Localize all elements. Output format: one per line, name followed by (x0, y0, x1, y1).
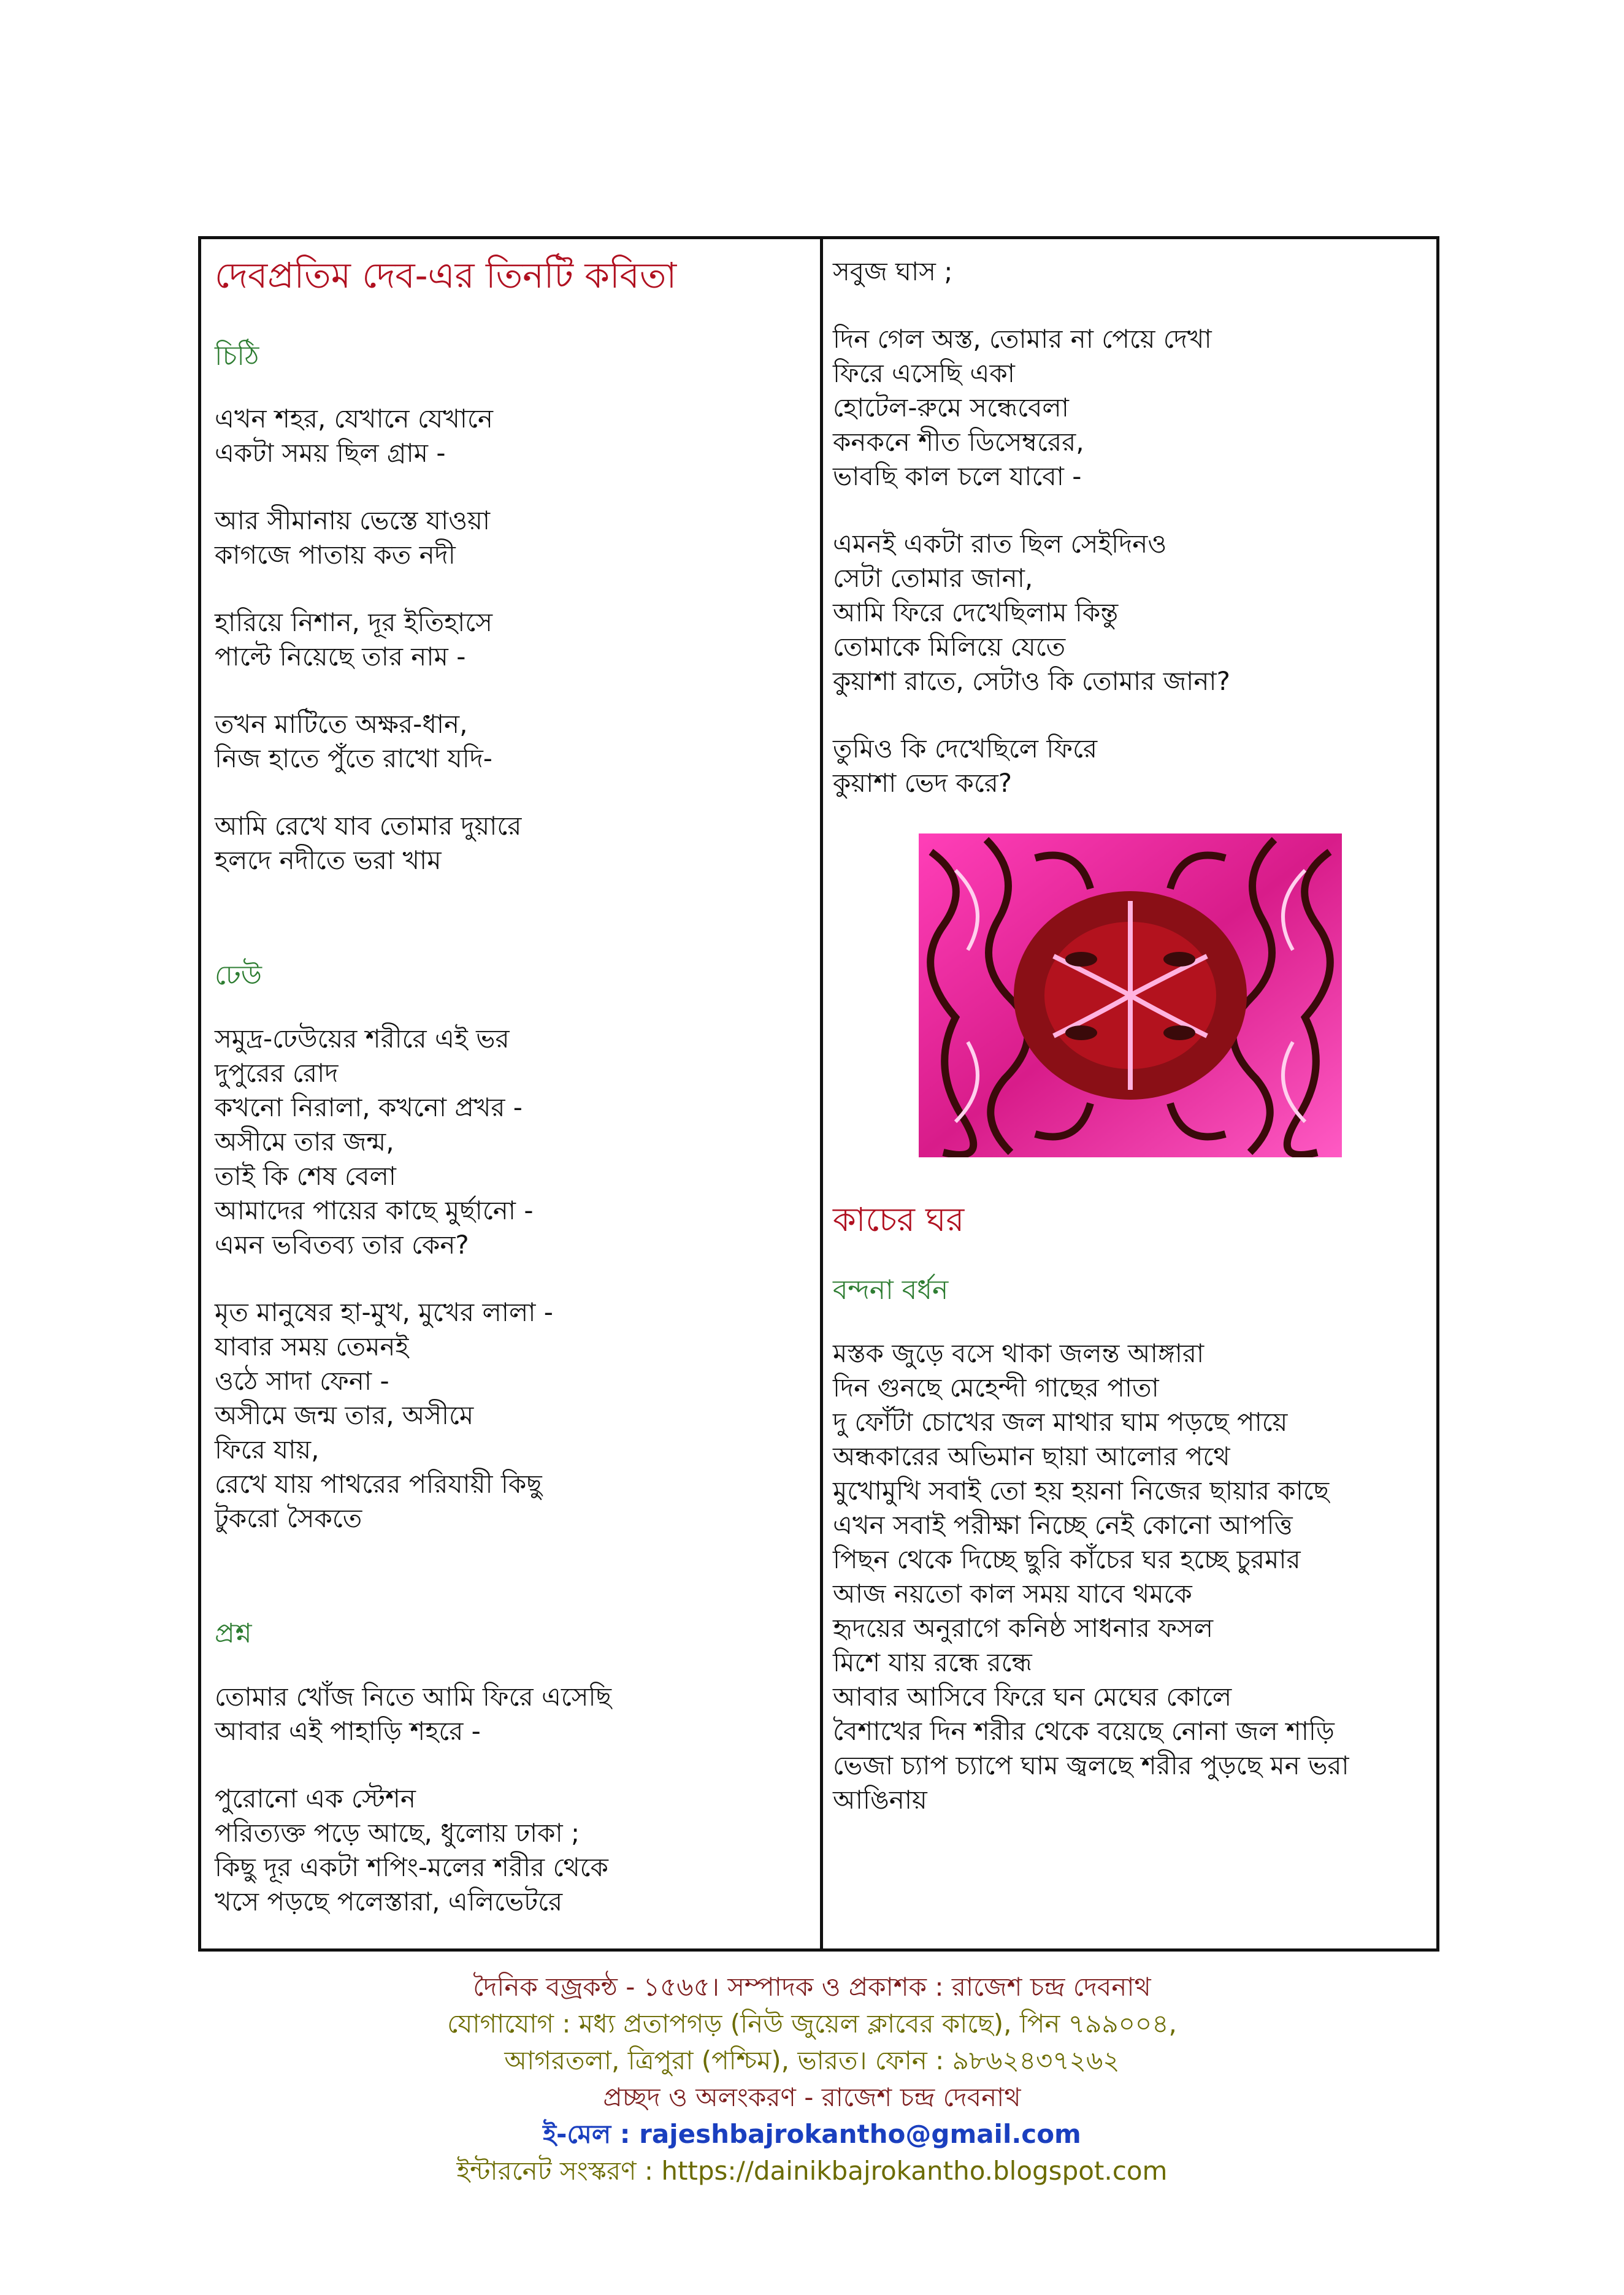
poem-line: মিশে যায় রন্ধে রন্ধে (833, 1647, 1032, 1677)
poem-line: এমন ভবিতব্য তার কেন? (215, 1230, 469, 1260)
footer-masthead: দৈনিক বজ্রকন্ঠ - ১৫৬৫। সম্পাদক ও প্রকাশক : রাজেশ চন্দ্র দেবনাথ (473, 1972, 1151, 2002)
poem-line: হলদে নদীতে ভরা খাম (215, 845, 442, 876)
poem-line: রেখে যায় পাথরের পরিযায়ী কিছু (215, 1469, 542, 1500)
poem-line: পিছন থেকে দিচ্ছে ছুরি কাঁচের ঘর হচ্ছে চুরমার (833, 1544, 1301, 1574)
stanza (215, 605, 803, 674)
poem-line: অসীমে তার জন্ম, (215, 1127, 394, 1157)
poem-line: কখনো নিরালা, কখনো প্রখর - (215, 1092, 523, 1123)
poem-line: বৈশাখের দিন শরীর থেকে বয়েছে নোনা জল শাড়ি (833, 1715, 1335, 1746)
poem-line: ফিরে যায়, (215, 1435, 320, 1465)
footer-email-link[interactable]: ই-মেল : rajeshbajrokantho@gmail.com (543, 2119, 1081, 2149)
poem-line: সমুদ্র-ঢেউয়ের শরীরে এই ভর (215, 1024, 510, 1054)
poem-line: তোমার খোঁজ নিতে আমি ফিরে এসেছি (215, 1681, 611, 1712)
column-divider (820, 236, 823, 1952)
footer-design-credit: প্রচ্ছদ ও অলংকরণ - রাজেশ চন্দ্র দেবনাথ (603, 2082, 1021, 2112)
poem-line: ভেজা চ্যাপ চ্যাপে ঘাম জ্বলছে শরীর পুড়ছে মন ভরা (833, 1750, 1349, 1780)
poem-line: তখন মাটিতে অক্ষর-ধান, (215, 709, 468, 740)
poem-line: হারিয়ে নিশান, দূর ইতিহাসে (215, 607, 492, 638)
poem-title-kacher-ghor: কাচের ঘর (833, 1200, 965, 1239)
stanza (215, 809, 803, 878)
poem-line: পাল্টে নিয়েছে তার নাম - (215, 642, 466, 672)
poem-line: অসীমে জন্ম তার, অসীমে (215, 1400, 474, 1431)
poem-line: ভাবছি কাল চলে যাবো - (833, 461, 1082, 491)
poem-line: আঙিনায় (833, 1784, 927, 1815)
poem-line: তাই কি শেষ বেলা (215, 1161, 396, 1192)
footer-address: আগরতলা, ত্রিপুরা (পশ্চিম), ভারত। ফোন : ৯৮৬২৪৩৭২৬২ (504, 2045, 1120, 2075)
poem-line: সেটা তোমার জানা, (833, 563, 1033, 593)
poem-line: আবার আসিবে ফিরে ঘন মেঘের কোলে (833, 1681, 1232, 1712)
poem-line: তোমাকে মিলিয়ে যেতে (833, 632, 1066, 662)
poem-title-proshno: প্রশ্ন (215, 1618, 252, 1650)
stanza (833, 1336, 1428, 1817)
page-title: দেবপ্রতিম দেব-এর তিনটি কবিতা (215, 255, 677, 296)
stanza (833, 255, 1428, 289)
poem-line: একটা সময় ছিল গ্রাম - (215, 438, 446, 469)
poem-line: আর সীমানায় ভেস্তে যাওয়া (215, 505, 491, 536)
poem-line: কুয়াশা রাতে, সেটাও কি তোমার জানা? (833, 666, 1230, 696)
poem-line: কিছু দূর একটা শপিং-মলের শরীর থেকে (215, 1852, 608, 1882)
poem-line: দু ফোঁটা চোখের জল মাথার ঘাম পড়ছে পায়ে (833, 1406, 1288, 1437)
stanza (215, 707, 803, 776)
poem-author: বন্দনা বর্ধন (833, 1274, 949, 1306)
poem-line: পরিত্যক্ত পড়ে আছে, ধুলোয় ঢাকা ; (215, 1817, 580, 1848)
poem-line: দিন গুনছে মেহেন্দী গাছের পাতা (833, 1372, 1159, 1403)
poem-line: ওঠে সাদা ফেনা - (215, 1366, 389, 1397)
poem-line: আবার এই পাহাড়ি শহরে - (215, 1715, 481, 1746)
poem-line: এখন শহর, যেখানে যেখানে (215, 404, 493, 434)
poem-line: এখন সবাই পরীক্ষা নিচ্ছে নেই কোনো আপত্তি (833, 1509, 1293, 1540)
poem-line: মৃত মানুষের হা-মুখ, মুখের লালা - (215, 1297, 553, 1328)
poem-line: কনকনে শীত ডিসেম্বরের, (833, 427, 1084, 457)
stanza (215, 1680, 803, 1749)
poem-line: এমনই একটা রাত ছিল সেইদিনও (833, 529, 1167, 559)
stanza (215, 1295, 803, 1536)
poem-line: তুমিও কি দেখেছিলে ফিরে (833, 734, 1098, 764)
stanza (215, 1022, 803, 1262)
poem-line: আজ নয়তো কাল সময় যাবে থমকে (833, 1578, 1192, 1609)
poem-title-chithi: চিঠি (215, 340, 259, 372)
poem-line: দিন গেল অস্ত, তোমার না পেয়ে দেখা (833, 324, 1212, 354)
poem-title-dheu: ঢেউ (215, 960, 262, 992)
poem-line: যাবার সময় তেমনই (215, 1331, 409, 1362)
stanza (833, 322, 1428, 494)
poem-line: আমি ফিরে দেখেছিলাম কিন্তু (833, 597, 1119, 627)
footer-website-link[interactable]: ইন্টারনেট সংস্করণ : https://dainikbajrokantho.blogspot.com (456, 2156, 1168, 2186)
poem-line: আমাদের পায়ের কাছে মুর্ছানো - (215, 1195, 534, 1226)
poem-line: হোটেল-রুমে সন্ধেবেলা (833, 393, 1069, 423)
poem-line: ফিরে এসেছি একা (833, 358, 1015, 388)
decorative-artwork (919, 833, 1342, 1157)
poem-line: নিজ হাতে পুঁতে রাখো যদি- (215, 743, 492, 774)
footer (0, 1969, 1624, 2190)
poem-line: টুকরো সৈকতে (215, 1503, 362, 1534)
poem-line: সবুজ ঘাস ; (833, 256, 953, 286)
poem-line: হৃদয়ের অনুরাগে কনিষ্ঠ সাধনার ফসল (833, 1612, 1214, 1643)
poem-line: মস্তক জুড়ে বসে থাকা জলন্ত আঙ্গারা (833, 1338, 1205, 1368)
stanza (833, 732, 1428, 800)
stanza (833, 527, 1428, 699)
left-column (215, 236, 803, 1952)
poem-line: পুরোনো এক স্টেশন (215, 1783, 416, 1814)
stanza (215, 1782, 803, 1919)
stanza (215, 504, 803, 572)
poem-line: কুয়াশা ভেদ করে? (833, 768, 1013, 798)
poem-line: মুখোমুখি সবাই তো হয় হয়না নিজের ছায়ার কাছে (833, 1475, 1330, 1506)
poem-line: অন্ধকারের অভিমান ছায়া আলোর পথে (833, 1441, 1230, 1471)
right-column (833, 236, 1428, 1850)
poem-line: দুপুরের রোদ (215, 1058, 339, 1089)
poem-line: আমি রেখে যাব তোমার দুয়ারে (215, 811, 522, 841)
stanza (215, 402, 803, 470)
poem-line: কাগজে পাতায় কত নদী (215, 540, 456, 570)
poem-line: খসে পড়ছে পলেস্তারা, এলিভেটরে (215, 1886, 563, 1917)
footer-contact: যোগাযোগ : মধ্য প্রতাপগড় (নিউ জুয়েল ক্লাবের কাছে), পিন ৭৯৯০০৪, (447, 2009, 1177, 2039)
